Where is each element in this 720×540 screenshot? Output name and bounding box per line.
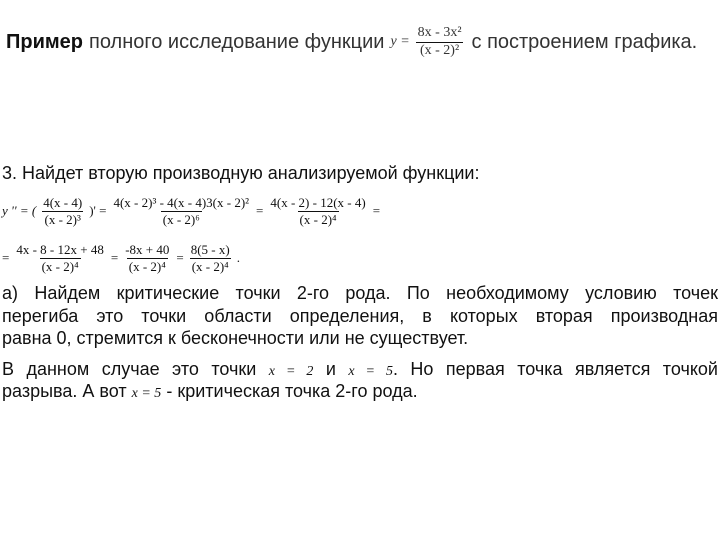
page-title (6, 20, 697, 64)
paragraph-a (2, 282, 718, 350)
deriv-f3-den: (x - 2)⁴ (299, 211, 337, 227)
deriv-eq-5: = (176, 250, 184, 265)
deriv-lhs: y '' = ( (2, 203, 37, 218)
deriv-f1-den: (x - 2)³ (44, 211, 81, 227)
deriv-fraction-4 (14, 243, 106, 273)
title-fraction (414, 26, 466, 58)
paragraph-b-line-2 (2, 380, 718, 406)
point-x5: x = 5 (348, 364, 393, 379)
para-b-text-4: - критическая точка 2-го рода. (166, 381, 418, 401)
deriv-f6-num: 8(5 - x) (190, 241, 230, 257)
deriv-fraction-5 (123, 243, 171, 273)
deriv-fraction-1 (41, 196, 84, 226)
paragraph-a-line-1: а) Найдем критические точки 2-го рода. По необходимому условию точек (2, 283, 718, 303)
point-x5-critical: x = 5 (131, 386, 162, 401)
deriv-eq-2: = (372, 203, 381, 218)
deriv-f1-num: 4(x - 4) (43, 194, 83, 210)
deriv-fraction-6 (189, 243, 232, 273)
deriv-f2-den: (x - 2)⁶ (162, 211, 200, 227)
deriv-eq-1: = (256, 203, 264, 218)
title-fraction-den: (x - 2)² (416, 42, 463, 59)
deriv-period: . (236, 250, 240, 265)
deriv-f6-den: (x - 2)⁴ (191, 258, 229, 274)
paragraph-a-line-3: равна 0, стремится к бесконечности или не существует. (2, 328, 469, 348)
title-after: с построением графика. (471, 30, 698, 53)
deriv-fraction-2 (111, 196, 251, 226)
para-b-text-3: разрыва. А вот (2, 381, 127, 401)
deriv-f2-num: 4(x - 2)³ - 4(x - 4)3(x - 2)² (113, 194, 250, 210)
paragraph-a-line-2: перегиба это точки области определения, в которых вторая производная (2, 305, 718, 326)
deriv-eq-3: = (2, 250, 10, 265)
derivation-line-1 (2, 188, 380, 234)
step-heading: 3. Найдет вторую производную анализируемой функции: (2, 163, 480, 183)
point-x2: x = 2 (268, 364, 314, 379)
deriv-f4-den: (x - 2)⁴ (41, 258, 79, 274)
title-text: полного исследование функции (89, 30, 385, 53)
deriv-fraction-3 (268, 196, 367, 226)
deriv-prime: )' = (89, 203, 107, 218)
para-b-text-1: В данном случае это точки (2, 359, 257, 379)
para-b-and: и (325, 359, 336, 379)
deriv-f5-num: -8x + 40 (125, 241, 170, 257)
title-y-eq: y = (390, 34, 410, 49)
title-function-formula (390, 26, 465, 58)
deriv-eq-4: = (110, 250, 119, 265)
para-b-text-2: . Но первая точка является точкой (392, 359, 718, 379)
deriv-f4-num: 4x - 8 - 12x + 48 (16, 241, 104, 257)
title-fraction-num: 8x - 3x² (417, 24, 462, 40)
deriv-f5-den: (x - 2)⁴ (128, 258, 166, 274)
derivation-line-2 (2, 238, 240, 278)
title-bold: Пример (6, 30, 84, 53)
deriv-f3-num: 4(x - 2) - 12(x - 4) (270, 194, 366, 210)
